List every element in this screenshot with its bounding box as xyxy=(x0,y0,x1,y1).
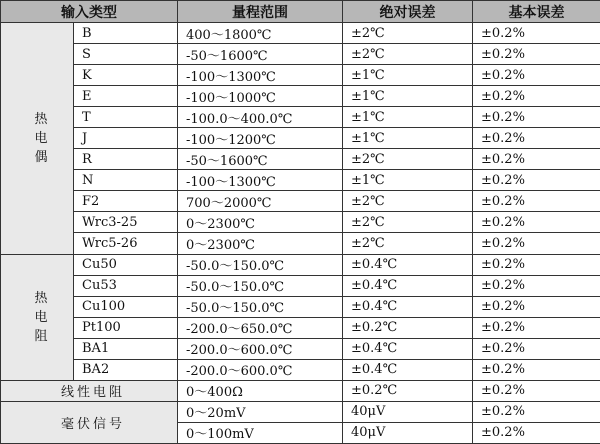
group-millivolt: 毫伏信号 xyxy=(1,401,178,443)
abs-error-cell: ±1℃ xyxy=(343,170,473,191)
type-cell: Wrc3-25 xyxy=(74,212,178,233)
range-cell: -50.0～150.0℃ xyxy=(178,254,343,275)
basic-error-cell: ±0.2% xyxy=(473,401,600,422)
abs-error-cell: ±2℃ xyxy=(343,23,473,44)
abs-error-cell: ±1℃ xyxy=(343,107,473,128)
group-thermocouple xyxy=(1,23,74,255)
table-row xyxy=(1,338,600,359)
basic-error-cell: ±0.2% xyxy=(473,149,600,170)
abs-error-cell: ±2℃ xyxy=(343,233,473,254)
basic-error-cell: ±0.2% xyxy=(473,338,600,359)
range-cell: 700～2000℃ xyxy=(178,191,343,212)
range-cell: -50.0～150.0℃ xyxy=(178,296,343,317)
type-cell: R xyxy=(74,149,178,170)
table-row xyxy=(1,254,600,275)
range-cell: -200.0～650.0℃ xyxy=(178,317,343,338)
range-cell: 400～1800℃ xyxy=(178,23,343,44)
type-cell: Wrc5-26 xyxy=(74,233,178,254)
range-cell: -50～1600℃ xyxy=(178,149,343,170)
table-row xyxy=(1,275,600,296)
type-cell: B xyxy=(74,23,178,44)
type-cell: BA2 xyxy=(74,359,178,380)
range-cell: 0～2300℃ xyxy=(178,233,343,254)
abs-error-cell: ±2℃ xyxy=(343,191,473,212)
type-cell: Cu100 xyxy=(74,296,178,317)
basic-error-cell: ±0.2% xyxy=(473,254,600,275)
abs-error-cell: ±1℃ xyxy=(343,65,473,86)
range-cell: 0～100mV xyxy=(178,422,343,443)
header-range: 量程范围 xyxy=(178,1,343,23)
range-cell: 0～2300℃ xyxy=(178,212,343,233)
type-cell: T xyxy=(74,107,178,128)
basic-error-cell: ±0.2% xyxy=(473,86,600,107)
table-row xyxy=(1,401,600,422)
table-row xyxy=(1,128,600,149)
abs-error-cell: ±0.4℃ xyxy=(343,275,473,296)
group-label: 热电阻 xyxy=(34,290,48,344)
abs-error-cell: ±2℃ xyxy=(343,44,473,65)
range-cell: 0～400Ω xyxy=(178,380,343,401)
basic-error-cell: ±0.2% xyxy=(473,65,600,86)
header-row xyxy=(1,1,600,23)
abs-error-cell: ±0.4℃ xyxy=(343,254,473,275)
abs-error-cell: 40μV xyxy=(343,422,473,443)
type-cell: K xyxy=(74,65,178,86)
basic-error-cell: ±0.2% xyxy=(473,296,600,317)
basic-error-cell: ±0.2% xyxy=(473,275,600,296)
abs-error-cell: ±0.4℃ xyxy=(343,338,473,359)
group-label: 热电偶 xyxy=(34,111,48,165)
type-cell: F2 xyxy=(74,191,178,212)
table-row xyxy=(1,296,600,317)
table-row xyxy=(1,212,600,233)
abs-error-cell: ±0.2℃ xyxy=(343,380,473,401)
table-row xyxy=(1,380,600,401)
range-cell: 0～20mV xyxy=(178,401,343,422)
range-cell: -100～1200℃ xyxy=(178,128,343,149)
abs-error-cell: ±2℃ xyxy=(343,212,473,233)
type-cell: Cu50 xyxy=(74,254,178,275)
range-cell: -50.0～150.0℃ xyxy=(178,275,343,296)
abs-error-cell: ±0.4℃ xyxy=(343,296,473,317)
table-row xyxy=(1,359,600,380)
table-row xyxy=(1,107,600,128)
table-row xyxy=(1,86,600,107)
basic-error-cell: ±0.2% xyxy=(473,233,600,254)
table-row xyxy=(1,23,600,44)
basic-error-cell: ±0.2% xyxy=(473,23,600,44)
type-cell: E xyxy=(74,86,178,107)
type-cell: Pt100 xyxy=(74,317,178,338)
range-cell: -200.0～600.0℃ xyxy=(178,359,343,380)
group-rtd xyxy=(1,254,74,380)
basic-error-cell: ±0.2% xyxy=(473,359,600,380)
basic-error-cell: ±0.2% xyxy=(473,107,600,128)
table-row xyxy=(1,65,600,86)
table-row xyxy=(1,149,600,170)
abs-error-cell: ±1℃ xyxy=(343,128,473,149)
range-cell: -100～1300℃ xyxy=(178,65,343,86)
table-row xyxy=(1,170,600,191)
range-cell: -100～1300℃ xyxy=(178,170,343,191)
type-cell: N xyxy=(74,170,178,191)
basic-error-cell: ±0.2% xyxy=(473,128,600,149)
type-cell: S xyxy=(74,44,178,65)
range-cell: -100.0～400.0℃ xyxy=(178,107,343,128)
abs-error-cell: ±0.2℃ xyxy=(343,317,473,338)
type-cell: Cu53 xyxy=(74,275,178,296)
header-basic-error: 基本误差 xyxy=(473,1,600,23)
table-row xyxy=(1,233,600,254)
basic-error-cell: ±0.2% xyxy=(473,422,600,443)
header-input-type: 输入类型 xyxy=(1,1,178,23)
header-absolute-error: 绝对误差 xyxy=(343,1,473,23)
range-cell: -50～1600℃ xyxy=(178,44,343,65)
type-cell: J xyxy=(74,128,178,149)
type-cell: BA1 xyxy=(74,338,178,359)
basic-error-cell: ±0.2% xyxy=(473,191,600,212)
basic-error-cell: ±0.2% xyxy=(473,170,600,191)
abs-error-cell: ±1℃ xyxy=(343,86,473,107)
table-row xyxy=(1,191,600,212)
table-row xyxy=(1,317,600,338)
range-cell: -200.0～600.0℃ xyxy=(178,338,343,359)
basic-error-cell: ±0.2% xyxy=(473,44,600,65)
abs-error-cell: ±0.4℃ xyxy=(343,359,473,380)
abs-error-cell: ±2℃ xyxy=(343,149,473,170)
table-row xyxy=(1,44,600,65)
abs-error-cell: 40μV xyxy=(343,401,473,422)
group-linear-resistance: 线性电阻 xyxy=(1,380,178,401)
basic-error-cell: ±0.2% xyxy=(473,317,600,338)
range-cell: -100～1000℃ xyxy=(178,86,343,107)
basic-error-cell: ±0.2% xyxy=(473,380,600,401)
basic-error-cell: ±0.2% xyxy=(473,212,600,233)
